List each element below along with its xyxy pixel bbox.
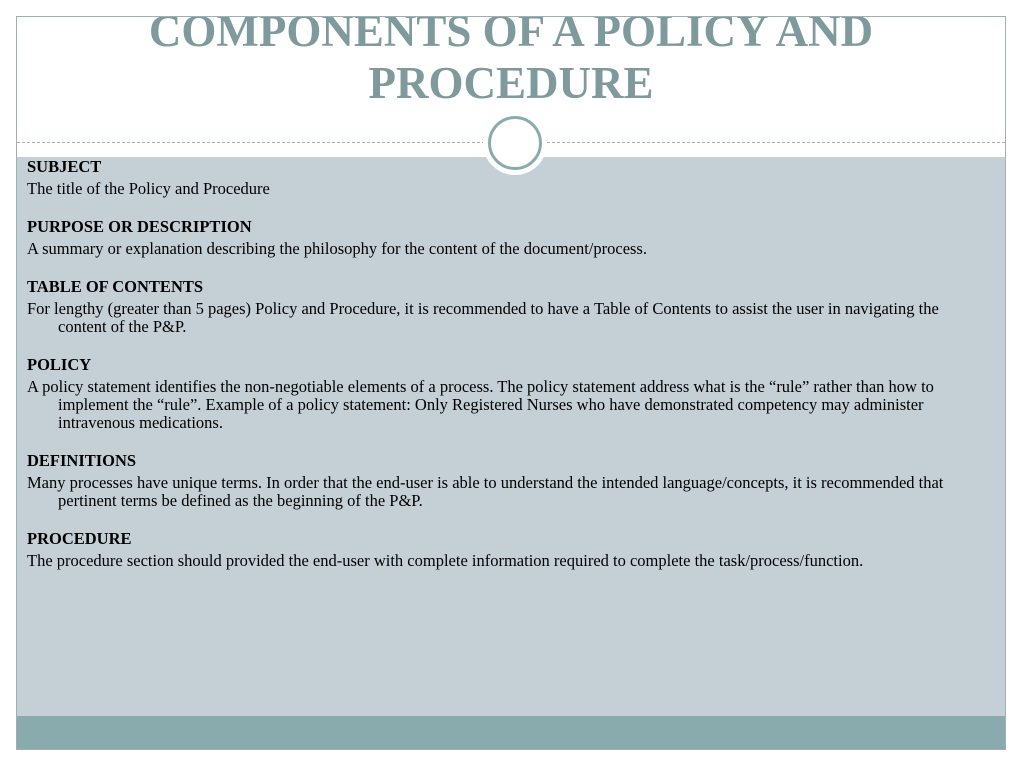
section-heading: PROCEDURE [27, 529, 132, 548]
slide-title [17, 16, 1005, 109]
section-heading: TABLE OF CONTENTS [27, 277, 204, 296]
section-text: For lengthy (greater than 5 pages) Policy and Procedure, it is recommended to have a Table of Contents to assist the user in navigating the content of the P&P. [27, 299, 939, 336]
section-policy [27, 356, 967, 432]
section-heading: DEFINITIONS [27, 451, 137, 470]
section-heading: SUBJECT [27, 157, 102, 176]
section-purpose [27, 218, 967, 258]
section-definitions [27, 452, 967, 510]
section-table-of-contents [27, 278, 967, 336]
section-text: A summary or explanation describing the philosophy for the content of the document/process. [27, 239, 647, 258]
section-text: A policy statement identifies the non-negotiable elements of a process. The policy statement address what is the “rule” rather than how to implement the “rule”. Example of a policy statement: Only Registered Nurses who have demonstrated competency may administer intravenous medications. [27, 377, 934, 432]
footer-bar [17, 716, 1005, 750]
section-subject [27, 158, 967, 198]
slide-title-line-1: COMPONENTS OF A POLICY AND [148, 16, 874, 56]
slide-body [27, 158, 967, 590]
section-procedure [27, 530, 967, 570]
section-heading: POLICY [27, 355, 92, 374]
section-heading: PURPOSE OR DESCRIPTION [27, 217, 252, 236]
slide-title-line-2: PROCEDURE [368, 58, 654, 108]
section-text: Many processes have unique terms. In order that the end-user is able to understand the intended language/concepts, it is recommended that pertinent terms be defined as the beginning of the P&P. [27, 473, 944, 510]
section-text: The title of the Policy and Procedure [27, 179, 270, 198]
section-text: The procedure section should provided the end-user with complete information required to complete the task/process/function. [27, 551, 864, 570]
